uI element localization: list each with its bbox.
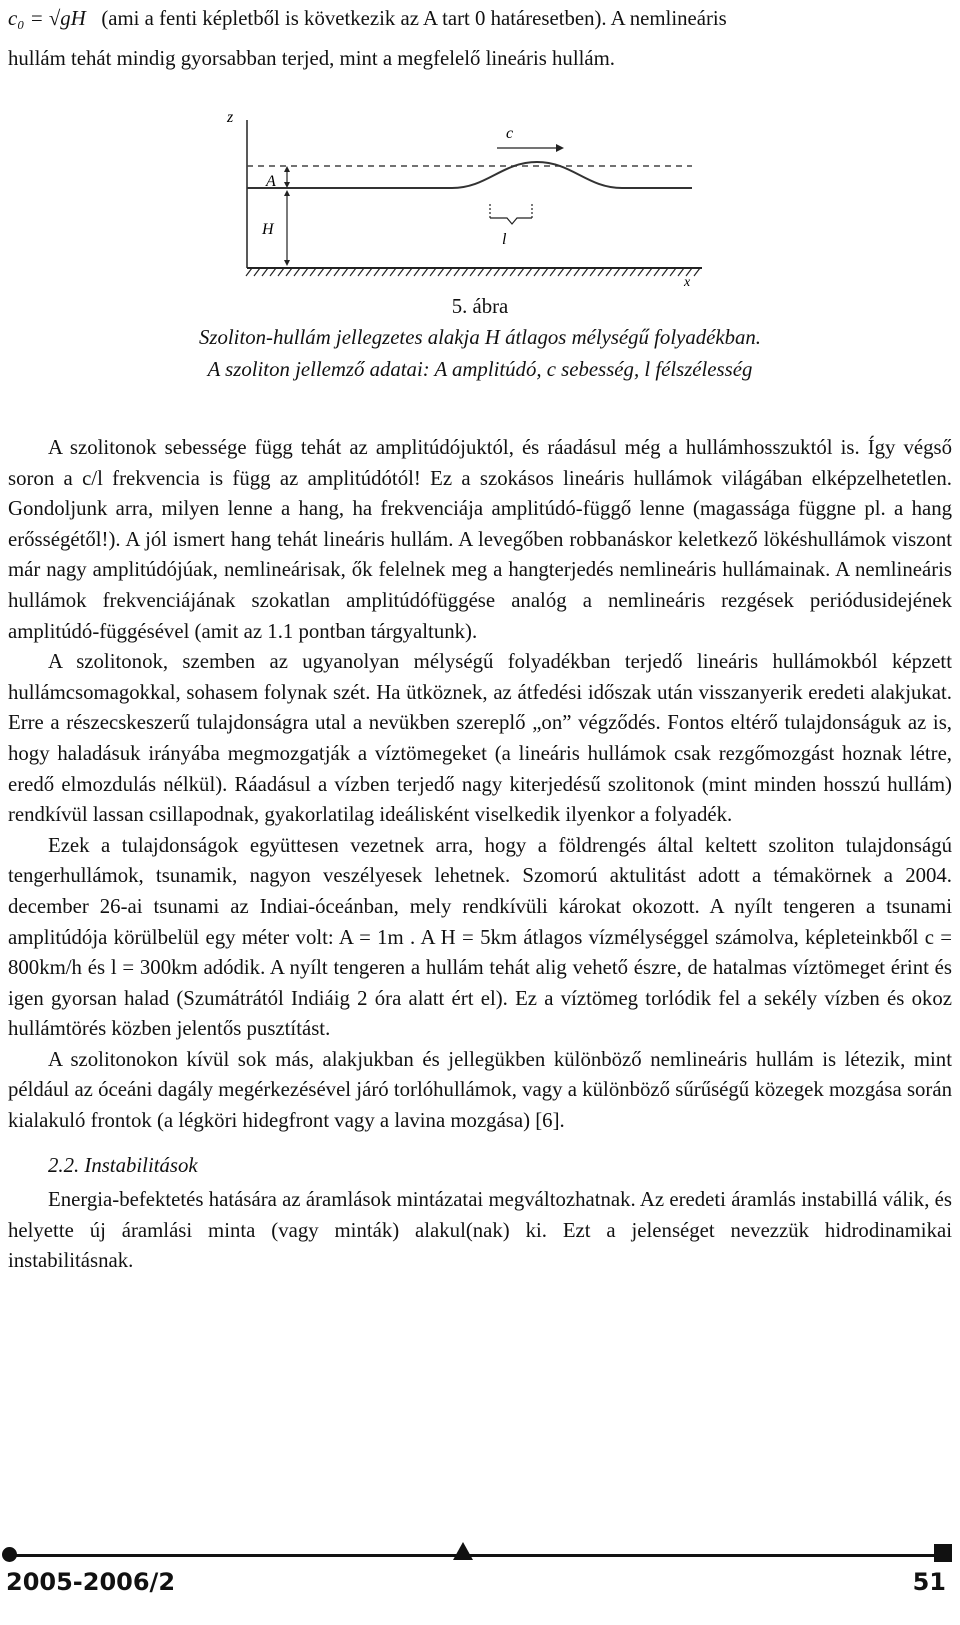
paragraph-3: Ezek a tulajdonságok együttesen vezetnek arra, hogy a földrengés által keltett szoliton tulajdonságú tengerhullámok, tsunamik, nagyon veszélyesek lehetnek. Szomorú aktulitást adott a témakörnek a 2004. december 26-ai tsunami az Indiai-óceánban, mely rendkívüli károkat okozott. A nyílt tengeren a tsunami amplitúdója körülbelül egy méter volt: A = 1m . A H = 5km átlagos vízmélységgel számolva, képleteinkből c = 800km/h és l = 300km adódik. A nyílt tengeren a hullám tehát alig vehető észre, de hatalmas víztömeget érint és igen gyorsan halad (Szumátrától Indiáig 2 óra alatt ért el). Ez a víztömeg torlódik fel a sekély vízben és okoz hullámtörés közben jelentős pusztítást. [8,833,952,1041]
figure-number: 5. ábra [451,295,509,318]
amplitude-label: A [266,173,276,190]
x-axis-label: x [684,275,691,290]
page-number: 51 [912,1568,946,1596]
intro-line-2: hullám tehát mindig gyorsabban terjed, mint a megfelelő lineáris hullám. [8,47,615,70]
half-width-label: l [502,231,507,248]
section-heading: 2.2. Instabilitások [48,1153,198,1177]
footer-square-icon [934,1544,952,1562]
intro-line-1-text: (ami a fenti képletből is következik az A tart 0 határesetben). A nemlineáris [101,7,727,30]
depth-label: H [262,221,274,238]
formula-c0: c₀ = √gH [8,7,86,30]
figure-caption-2: A szoliton jellemző adatai: A amplitúdó, c sebesség, l félszélesség [207,358,753,381]
paragraph-4: A szolitonokon kívül sok más, alakjukban és jellegükben különböző nemlineáris hullám is létezik, mint például az óceáni dagály megérkezésével járó torlóhullámok, vagy a különböző sűrűségű közegek mozgása során kialakuló frontok (a légköri hidegfront vagy a lavina mozgása) [6]. [8,1047,952,1133]
ground-hatching [246,268,700,276]
figure-caption-1: Szoliton-hullám jellegzetes alakja H átlagos mélységű folyadékban. [199,326,761,349]
body-text [8,433,952,1277]
z-axis-label: z [227,109,234,126]
section-paragraph: Energia-befektetés hatására az áramlások mintázatai megváltozhatnak. Az eredeti áramlás instabillá válik, és helyette új áramlási minta (vagy minták) alakul(nak) ki. Ezt a jelenséget nevezzük hidrodinamikai instabilitásnak. [8,1188,952,1273]
footer-triangle-icon [453,1542,473,1560]
velocity-label: c [506,125,514,142]
intro-line-1 [8,4,952,34]
paragraph-1: A szolitonok sebessége függ tehát az amplitúdójuktól, és ráadásul még a hullámhosszuktól is. Így végső soron a c/l frekvencia is függ az amplitúdótól! Ez a szokásos lineáris hullámok világában elképzelhetetlen. Gondoljunk arra, milyen lenne a hang, ha frekvenciája amplitúdó-függő lenne (magassága függne pl. a hang erősségétől!). A jól ismert hang tehát lineáris hullám. A levegőben robbanáskor keletkező lökéshullámok viszont már nagy amplitúdójúak, nemlineárisak, ők felelnek meg a hangterjedés nemlineáris hullámainak. A nemlineáris hullámok frekvenciájának szokatlan amplitúdófüggése analóg a nemlineáris rezgések periódusidejének amplitúdó-függésével (amit az 1.1 pontban tárgyaltunk). [8,436,952,643]
footer-dot-icon [2,1547,17,1562]
half-width-bracket [490,218,532,224]
page-footer [0,1538,960,1625]
soliton-figure [222,100,722,300]
footer-rule [8,1554,950,1557]
issue-number: 2005-2006/2 [6,1568,176,1596]
paragraph-2: A szolitonok, szemben az ugyanolyan mélységű folyadékban terjedő lineáris hullámokból képzett hullámcsomagokkal, sohasem folynak szét. Ha ütköznek, az átfedési időszak után visszanyerik eredeti alakjukat. Erre a részecskeszerű tulajdonságra utal a nevükben szereplő „on” végződés. Fontos eltérő tulajdonságuk az is, hogy haladásuk irányába megmozgatják a víztömegeket (a lineáris hullámok csak rezgőmozgást hoznak létre, eredő elmozdulás nélkül). Ráadásul a vízben terjedő nagy kiterjedésű szolitonok (mint minden hosszú hullám) rendkívül lassan csillapodnak, gyakorlatilag ideálisként viselkedik ilyenkor a folyadék. [8,650,952,827]
